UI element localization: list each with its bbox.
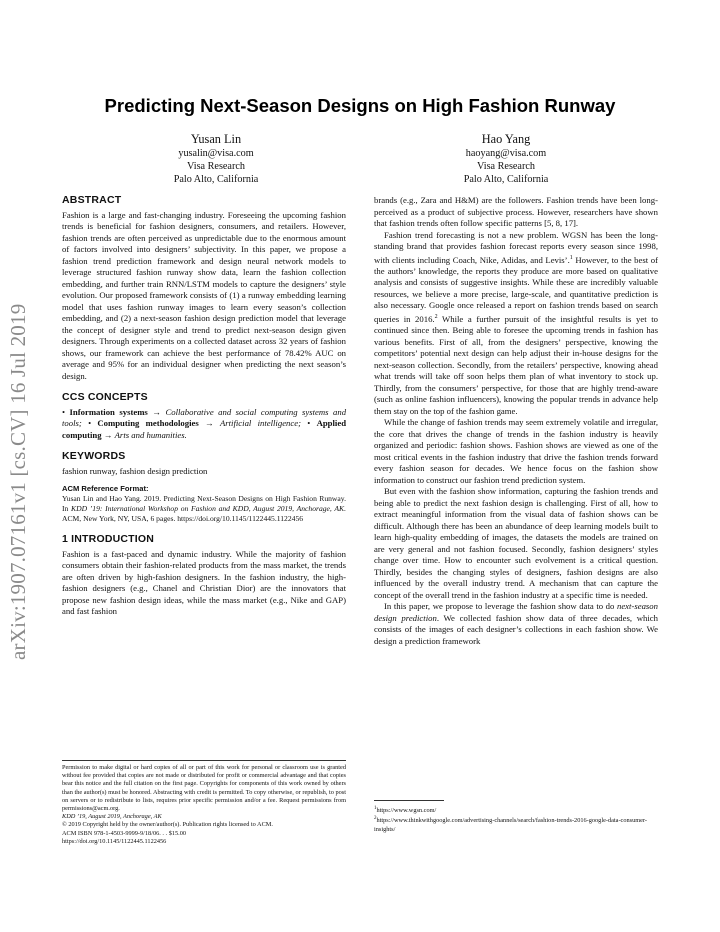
author-org: Visa Research [477, 161, 535, 172]
author-name: Yusan Lin [190, 132, 242, 146]
arxiv-stamp: arXiv:1907.07161v1 [cs.CV] 16 Jul 2019 [6, 303, 30, 660]
footnote-marker: 2 [434, 313, 438, 320]
paper-title: Predicting Next-Season Designs on High Fashion Runway [104, 95, 616, 116]
footnote-marker: 1 [569, 254, 573, 261]
footnote-rule [374, 800, 444, 801]
ccs-subterm: Collaborative and social computing systems and tools; [62, 406, 347, 428]
author-location: Palo Alto, California [173, 174, 259, 185]
isbn-line: ACM ISBN 978-1-4503-9999-9/18/06. . . $15.00 [62, 829, 187, 837]
author-name: Hao Yang [481, 132, 531, 146]
ccs-term: Information systems [69, 406, 148, 417]
author-email: haoyang@visa.com [465, 148, 547, 159]
acm-reference: ACM Reference Format: Yusan Lin and Hao Yang. 2019. Predicting Next-Season Designs on High Fashion Runway. In KDD ’19: International Workshop on Fashion and KDD, August 2019, Anchorage, AK. ACM, New York, NY, USA, 6 pages. https://doi.org/10.1145/1122445.1122456 [62, 484, 346, 523]
ccs-term: Applied computing [62, 418, 347, 440]
right-column [374, 195, 658, 647]
acm-reference-doi: ACM, New York, NY, USA, 6 pages. https://doi.org/10.1145/1122445.1122456 [62, 514, 304, 523]
abstract-heading: ABSTRACT [62, 194, 122, 206]
author-org: Visa Research [187, 161, 245, 172]
ccs-concepts: • Information systems → Collaborative and social computing systems and tools; • Computing methodologies → Artificial intelligence; • Applied computing → Arts and humanities. [62, 406, 347, 440]
permission-block [62, 760, 346, 846]
introduction-heading: 1 INTRODUCTION [62, 533, 155, 545]
footnote-rule [62, 760, 346, 761]
body-paragraph: In this paper, we propose to leverage the fashion show data to do next-season design prediction. We collected fashion show data of three decades, which consists of the images of each designer’s collections in each fashion show. We design a prediction framework [374, 601, 658, 646]
footnote-1[interactable]: $^1$https://www.wgsn.com/ [374, 806, 437, 815]
body-paragraph: But even with the fashion show information, capturing the fashion trends and being able to predict the next fashion design is challenging. First of all, how to extract meaningful information from the visual data of fashion shows can be difficult. Although there has been an abundance of deep learning models built to learn high-quality embedding of images, the datasets the models are trained on are very general and not fashion focused. Secondly, fashion designers’ styles change over time. How to encounter such evolvement is a critical question. Thirdly, besides the changing styles of designers, fashion designs are also influenced by the overall industry trend. A mechanism that can capture the concept of the overall trend in the fashion industry at a specific time is needed. [374, 486, 658, 600]
author-email: yusalin@visa.com [178, 148, 254, 159]
author-block-1 [66, 131, 366, 186]
permission-text: Permission to make digital or hard copies of all or part of this work for personal or classroom use is granted without fee provided that copies are not made or distributed for profit or commercial advantage and that copies bear this notice and the full citation on the first page. Copyrights for components of this work owned by others than the author(s) must be honored. Abstracting with credit is permitted. To copy otherwise, or republish, to post on servers or to redistribute to lists, requires prior specific permission and/or a fee. Request permissions from permissions@acm.org. [62, 764, 346, 813]
abstract-text: Fashion is a large and fast-changing industry. Foreseeing the upcoming fashion trends is beneficial for fashion designers, consumers, and retailers. However, fashion trends are often perceived as unpredictable due to the enormous amount of factors involved into designers’ subjectivity. In this paper, we propose a fashion trend prediction framework and design neural network models to leverage structured fashion runway show data, learn the fashion collection embedding, and further train RNN/LSTM models to capture the designers’ style evolution. Our proposed framework consists of (1) a runway embedding learning model that uses fashion runway images to learn every season’s collection embedding, and (2) a next-season fashion design prediction model that leverage the concept of designer style and trend to predict next-season design given designers. Through experiments on a collected dataset across 32 years of fashion shows, our framework can achieve the best performance of 78.42% AUC on average and 95% for an individual designer when predicting the next season’s design. [62, 209, 346, 381]
acm-reference-heading: ACM Reference Format: [62, 484, 149, 493]
copyright-line: © 2019 Copyright held by the owner/author(s). Publication rights licensed to ACM. [62, 821, 273, 829]
body-paragraph: While the change of fashion trends may seem extremely volatile and irregular, the core that drives the change of trends in the fashion industry is heavily organized and periodic: fashion shows. Fashion shows are viewed as one of the most critical events in the fashion industry that drive the fashion trends forward every fashion season for decades. We hence focus on the fashion show information to construct our fashion trend prediction system. [374, 417, 658, 485]
ccs-heading: CCS CONCEPTS [62, 391, 148, 403]
body-paragraph: brands (e.g., Zara and H&M) are the followers. Fashion trends have been long-perceived as a product of subjective process. However, researchers have shown that fashion trends often follow specific patterns [5, 8, 17]. [374, 195, 658, 228]
ccs-term: Computing methodologies [97, 418, 199, 428]
footnote-2[interactable]: $^2$https://www.thinkwithgoogle.com/advertising-channels/search/fashion-trends-2016-google-data-consumer-insights/ [374, 816, 648, 833]
ccs-subterm: Artificial intelligence; [219, 418, 301, 428]
ccs-subterm: Arts and humanities. [114, 429, 187, 440]
doi-link[interactable]: https://doi.org/10.1145/1122445.1122456 [62, 837, 167, 845]
footnotes [374, 800, 658, 834]
left-column [62, 195, 346, 618]
introduction-paragraph: Fashion is a fast-paced and dynamic industry. While the majority of fashion consumers obtain their fashion-related products from the mass market, the trends are often driven by high-fashion designers. In the fashion industry, the high-fashion designers (e.g., Chanel and Christian Dior) are the innovators that propose new fashion design ideas, while the mass market (e.g., Nike and GAP) and fast fashion [62, 548, 346, 616]
conference-line: KDD ’19, August 2019, Anchorage, AK [62, 813, 162, 821]
author-location: Palo Alto, California [463, 174, 549, 185]
keywords-heading: KEYWORDS [62, 450, 126, 462]
keywords-text: fashion runway, fashion design prediction [62, 465, 208, 476]
author-block-2 [356, 131, 656, 186]
body-paragraph: Fashion trend forecasting is not a new problem. WGSN has been the long-standing brand that provides fashion forecast reports every season since 1998, with clients including Coach, Nike, Adidas, and Levis’.$^1$ However, to the best of the authors’ knowledge, the reports they produce are more based on qualitative analysis and consists of suggestive insights. While these are incredibly valuable resources, we believe a more precise, large-scale, and quantitative prediction is also necessary. Google once released a report on fashion trends based on search queries in 2016.$^2$ While a further pursuit of the insightful results is yet to continued since then. Being able to foresee the upcoming trends in fashion has various benefits. First of all, from the designers’ perspective, knowing the competitors’ potential next design can help adjust their in-house designs for the next-season collection. Secondly, from the retailers’ perspective, knowing ahead what trends will take off soon helps them plan of what inventory to stock up. Thirdly, from the consumers’ perspective, for those that are highly trend-aware (such as online fashion influencers), knowing the popular trends in advance help them stay on the top of the fashion game. [374, 229, 658, 416]
